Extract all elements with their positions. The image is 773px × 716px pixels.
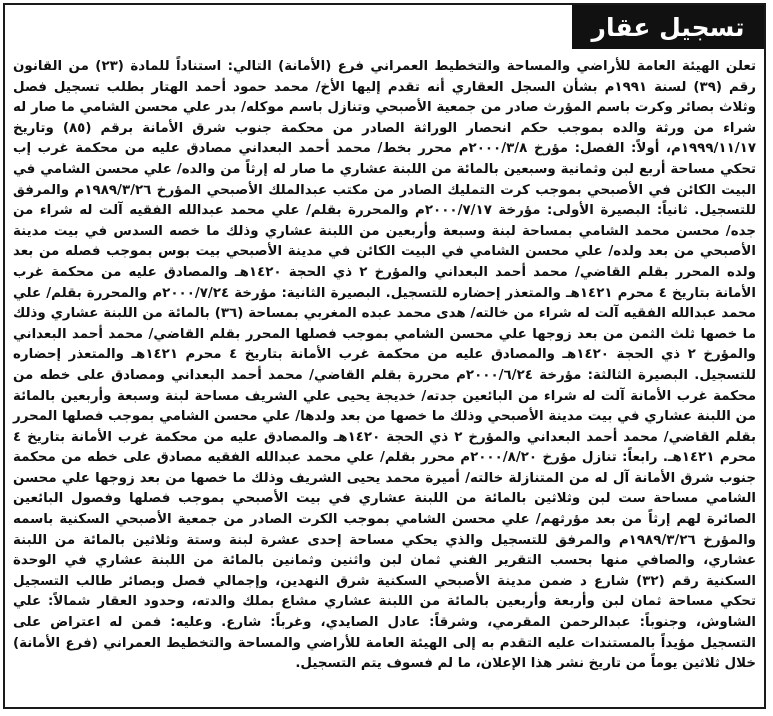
- notice-body: [13, 57, 756, 675]
- real-estate-notice: [3, 3, 766, 709]
- notice-title: تسجيل عقار: [572, 5, 764, 49]
- notice-paragraph: تعلن الهيئة العامة للأراضي والمساحة والتخطيط العمراني فرع (الأمانة) التالي: استناداً للمادة (٢٣) من القانون رقم (٣٩) لسنة ١٩٩١م بشأن السجل العقاري أنه تقدم إليها الأخ/ محمد حمود أحمد الهتار بطلب تسجيل فصل وثلاث بصائر وكرت باسم المؤرث صادر من جمعية الأصبحي وتنازل باسم موكله/ بدر علي محسن الشامي ما صار له شراء من ورثة والده بموجب حكم انحصار الوراثة الصادر من محكمة جنوب شرق الأمانة برقم (٨٥) وتاريخ ١٩٩٩/١١/١٧م، أولاً: الفصل: مؤرخ ٢٠٠٠/٣/٨م محرر بخط/ محمد أحمد البعداني مصادق عليه من محكمة غرب إب تحكي مساحة أربع لبن وثمانية وسبعين بالمائة من اللبنة عشاري ما صار له إرثاً من والده/ علي محسن الشامي في البيت الكائن في الأصبحي بموجب كرت التمليك الصادر من مكتب عبدالملك الأصبحي المؤرخ ١٩٨٩/٣/٢٦م والمرفق للتسجيل. ثانياً: البصيرة الأولى: مؤرخة ٢٠٠٠/٧/١٧م والمحررة بقلم/ علي محمد عبدالله الفقيه آلت له شراء من جده/ محسن محمد الشامي بمساحة لبنة وسبعة وأربعين من اللبنة عشاري وذلك ما خصه السدس في بيت مدينة الأصبحي من بعد ولده/ علي محسن الشامي في البيت الكائن في مدينة الأصبحي بيت بوس بموجب فصله من بعد ولده المحرر بقلم القاضي/ محمد أحمد البعداني والمؤرخ ٢ ذي الحجة ١٤٢٠هـ والمصادق عليه من محكمة غرب الأمانة بتاريخ ٤ محرم ١٤٢١هـ والمتعذر إحضاره للتسجيل. البصيرة الثانية: مؤرخة ٢٠٠٠/٧/٢٤م والمحررة بقلم/ علي محمد عبدالله الفقيه آلت له شراء من خالته/ هدى محمد عبده المغربي بمساحة (٣٦) بالمائة من اللبنة عشاري وذلك ما خصها ثلث الثمن من بعد زوجها علي محسن الشامي بموجب فصلها المحرر بقلم القاضي/ محمد أحمد البعداني والمؤرخ ٢ ذي الحجة ١٤٢٠هـ والمصادق عليه من محكمة غرب الأمانة بتاريخ ٤ محرم ١٤٢١هـ والمتعذر إحضاره للتسجيل. البصيرة الثالثة: مؤرخة ٢٠٠٠/٦/٢٤م محررة بقلم القاضي/ محمد أحمد البعداني ومصادق على خطه من محكمة غرب الأمانة آلت له شراء من البائعين جدته/ خديجة يحيى علي الشريف مساحة لبنة وسبعة وأربعين بالمائة من اللبنة عشاري في بيت مدينة الأصبحي وذلك ما خصها من بعد ولدها/ علي محسن الشامي بموجب فصلها المحرر بقلم القاضي/ محمد أحمد البعداني والمؤرخ ٢ ذي الحجة ١٤٢٠هـ والمصادق عليه من محكمة غرب الأمانة بتاريخ ٤ محرم ١٤٢١هـ. رابعاً: تنازل مؤرخ ٢٠٠٠/٨/٢٠م محرر بقلم/ علي محمد عبدالله الفقيه مصادق على خطه من محكمة جنوب شرق الأمانة آل له من المتنازلة خالته/ أميرة محمد يحيى الشريف وذلك ما خصها من بعد زوجها علي محسن الشامي مساحة ست لبن وثلاثين بالمائة من اللبنة عشاري في بيت الأصبحي بموجب فصلها وفصول البائعين الصائرة لهم إرثاً من بعد مؤرثهم/ علي محسن الشامي بموجب الكرت الصادر من جمعية الأصبحي السكنية باسمه والمؤرخ ١٩٨٩/٣/٢٦م والمرفق للتسجيل والذي يحكي مساحة إحدى عشرة لبنة وستة وثلاثين بالمائة من اللبنة عشاري، والصافي منها بحسب التقرير الفني ثمان لبن واثنين وثمانين بالمائة من اللبنة عشاري في الوحدة السكنية رقم (٣٢) شارع د ضمن مدينة الأصبحي السكنية شرق النهدين، وإجمالي فصل وبصائر طالب التسجيل تحكي مساحة ثمان لبن وأربعة وأربعين بالمائة من اللبنة عشاري مشاع بملك والدته، وحدود العقار شمالاً: علي الشاوش، وجنوباً: عبدالرحمن المقرمي، وشرقاً: عادل الصايدي، وغرباً: شارع. وعليه: فمن له اعتراض على التسجيل مؤيداً بالمستندات عليه التقدم به إلى الهيئة العامة للأراضي والمساحة والتخطيط العمراني (فرع الأمانة) خلال ثلاثين يوماً من تاريخ نشر هذا الإعلان، ما لم فسوف يتم التسجيل.: [13, 59, 757, 672]
